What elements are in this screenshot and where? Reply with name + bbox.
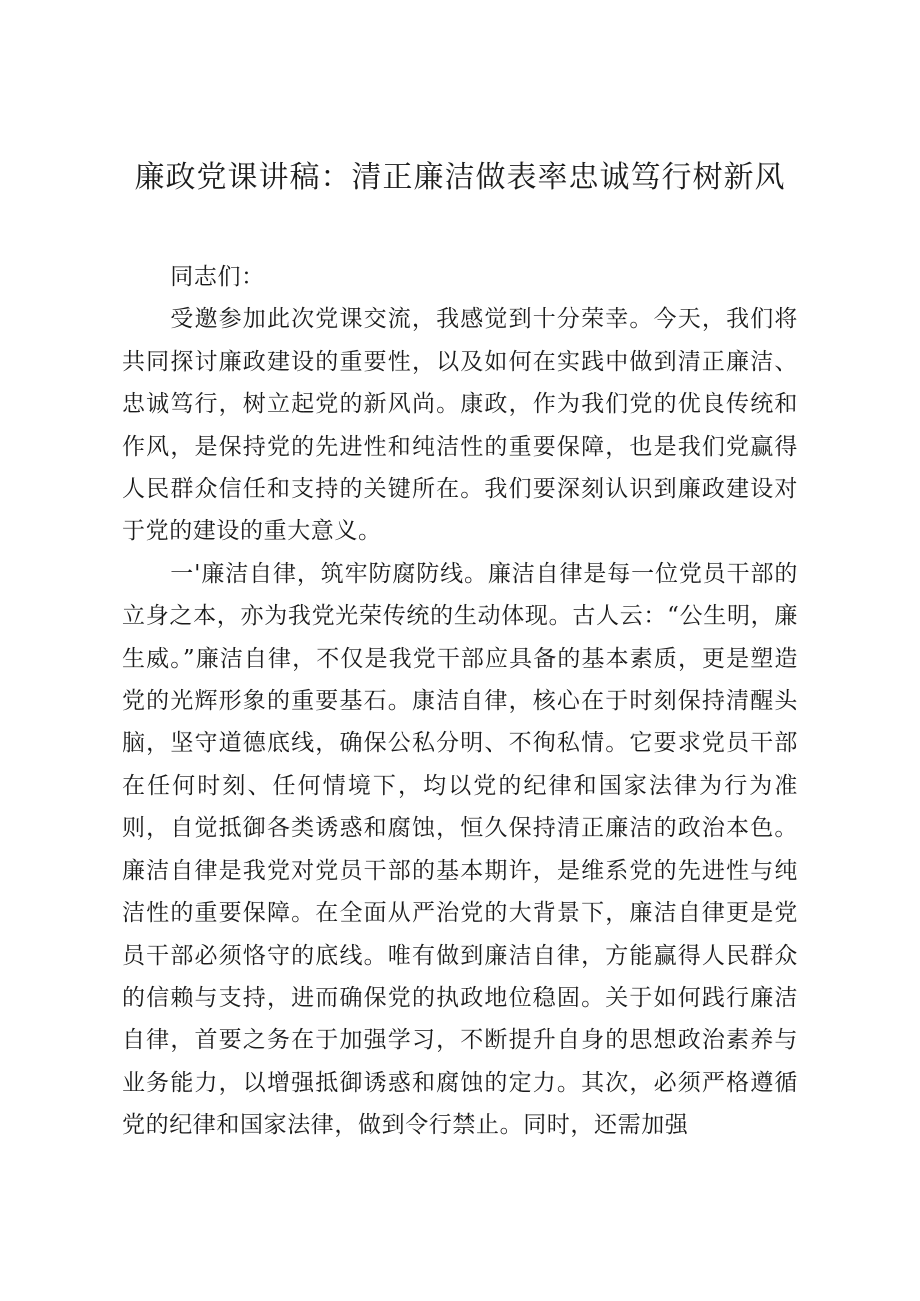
document-title: 廉政党课讲稿：清正廉洁做表率忠诚笃行树新风: [134, 160, 786, 195]
document-body: [122, 256, 798, 1147]
paragraph-intro: 受邀参加此次党课交流，我感觉到十分荣幸。今天，我们将共同探讨廉政建设的重要性，以及如何在实践中做到清正廉洁、忠诚笃行，树立起党的新风尚。康政，作为我们党的优良传统和作风，是保持党的先进性和纯洁性的重要保障，也是我们党赢得人民群众信任和支持的关键所在。我们要深刻认识到廉政建设对于党的建设的重大意义。: [122, 306, 798, 545]
paragraph-section-one: 一'廉洁自律，筑牢防腐防线。廉洁自律是每一位党员干部的立身之本，亦为我党光荣传统的生动体现。古人云：“公生明，廉生威。”廉洁自律，不仅是我党干部应具备的基本素质，更是塑造党的光辉形象的重要基石。康洁自律，核心在于时刻保持清醒头脑，坚守道德底线，确保公私分明、不徇私情。它要求党员干部在任何时刻、任何情境下，均以党的纪律和国家法律为行为准则，自觉抵御各类诱惑和腐蚀，恒久保持清正廉洁的政治本色。廉洁自律是我党对党员干部的基本期许，是维系党的先进性与纯洁性的重要保障。在全面从严治党的大背景下，廉洁自律更是党员干部必须恪守的底线。唯有做到廉洁自律，方能赢得人民群众的信赖与支持，进而确保党的执政地位稳固。关于如何践行廉洁自律，首要之务在于加强学习，不断提升自身的思想政治素养与业务能力，以增强抵御诱惑和腐蚀的定力。其次，必须严格遵循党的纪律和国家法律，做到令行禁止。同时，还需加强: [122, 560, 798, 1139]
salutation: 同志们：: [170, 264, 265, 290]
